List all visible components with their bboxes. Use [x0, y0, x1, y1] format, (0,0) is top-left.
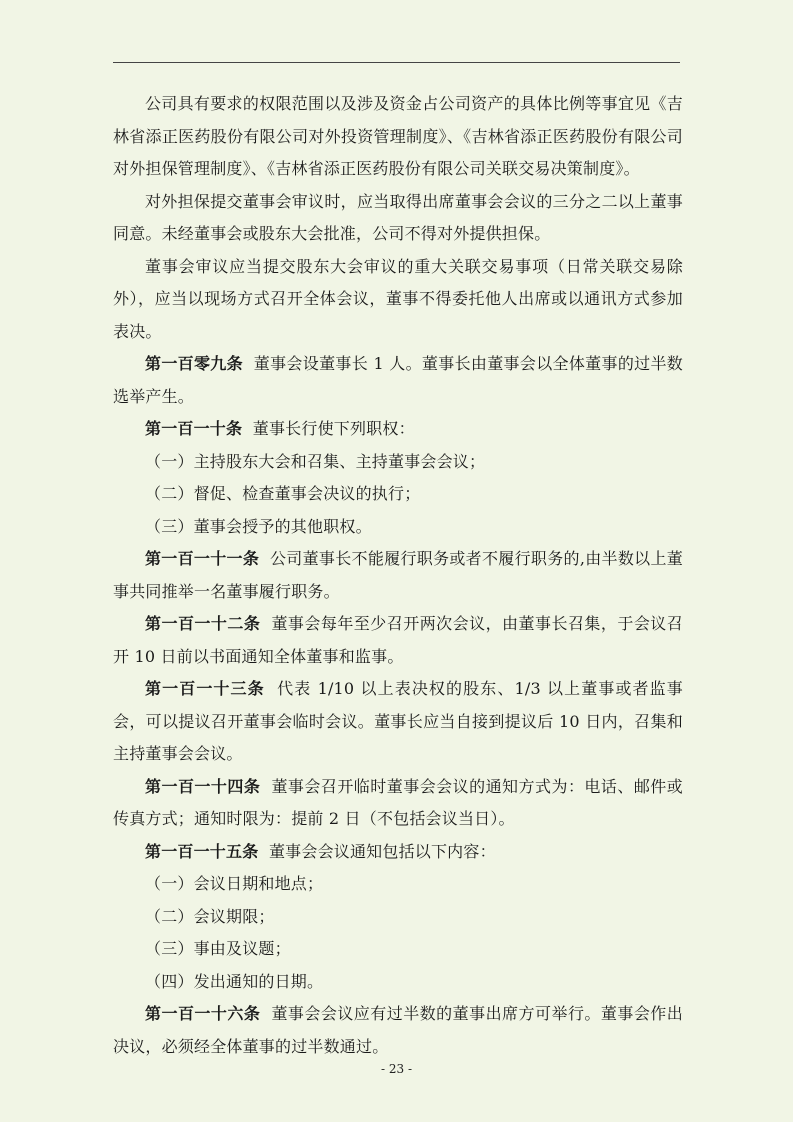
paragraph — [113, 88, 683, 186]
list-item — [113, 868, 683, 901]
list-item — [113, 478, 683, 511]
article-text: 董事会设董事长 1 人。董事长由董事会以全体董事的过半数选举产生。 — [113, 354, 683, 406]
article-title: 第一百一十六条 — [145, 1004, 261, 1023]
list-item — [113, 901, 683, 934]
article-114 — [113, 771, 683, 836]
list-item-text: （二）会议期限； — [145, 906, 275, 926]
article-title: 第一百零九条 — [145, 354, 243, 373]
list-item — [113, 966, 683, 999]
paragraph-text: 对外担保提交董事会审议时，应当取得出席董事会会议的三分之二以上董事同意。未经董事会或股东大会批准，公司不得对外提供担保。 — [113, 191, 683, 243]
paragraph-text: 公司具有要求的权限范围以及涉及资金占公司资产的具体比例等事宜见《吉林省添正医药股份有限公司对外投资管理制度》、《吉林省添正医药股份有限公司对外担保管理制度》、《吉林省添正医药股份有限公司关联交易决策制度》。 — [113, 94, 683, 178]
article-text: 代表 1/10 以上表决权的股东、1/3 以上董事或者监事会，可以提议召开董事会临时会议。董事长应当自接到提议后 10 日内，召集和主持董事会会议。 — [113, 679, 683, 763]
article-title: 第一百一十四条 — [145, 776, 261, 796]
paragraph — [113, 186, 683, 251]
article-title: 第一百一十一条 — [145, 549, 260, 568]
header-rule — [113, 62, 680, 63]
article-title: 第一百一十三条 — [145, 679, 265, 698]
paragraph — [113, 251, 683, 349]
article-text: 公司董事长不能履行职务或者不履行职务的,由半数以上董事共同推举一名董事履行职务。 — [113, 549, 683, 601]
article-116 — [113, 998, 683, 1063]
page-number: - 23 - — [380, 1062, 412, 1076]
article-title: 第一百一十条 — [145, 419, 243, 438]
list-item — [113, 446, 683, 479]
document-body — [113, 88, 683, 1063]
article-text: 董事会每年至少召开两次会议，由董事长召集，于会议召开 10 日前以书面通知全体董事和监事。 — [113, 614, 683, 666]
article-109 — [113, 348, 683, 413]
list-item — [113, 511, 683, 544]
list-item-text: （二）督促、检查董事会决议的执行； — [145, 484, 421, 503]
article-title: 第一百一十二条 — [145, 614, 261, 633]
article-111 — [113, 543, 683, 608]
article-113 — [113, 673, 683, 771]
article-title: 第一百一十五条 — [145, 841, 259, 861]
article-text: 董事会会议通知包括以下内容： — [268, 841, 496, 861]
article-text: 董事长行使下列职权： — [252, 419, 415, 438]
article-text: 董事会召开临时董事会会议的通知方式为：电话、邮件或传真方式；通知时限为：提前 2 日（不包括会议当日）。 — [113, 776, 683, 828]
list-item-text: （三）事由及议题； — [145, 939, 291, 958]
list-item-text: （一）会议日期和地点； — [145, 874, 324, 893]
list-item — [113, 933, 683, 966]
article-text: 董事会会议应有过半数的董事出席方可举行。董事会作出决议，必须经全体董事的过半数通过。 — [113, 1004, 683, 1056]
paragraph-text: 董事会审议应当提交股东大会审议的重大关联交易事项（日常关联交易除外），应当以现场方式召开全体会议，董事不得委托他人出席或以通讯方式参加表决。 — [113, 256, 683, 341]
article-110 — [113, 413, 683, 446]
list-item-text: （四）发出通知的日期。 — [145, 971, 324, 991]
article-112 — [113, 608, 683, 673]
article-115 — [113, 836, 683, 869]
list-item-text: （一）主持股东大会和召集、主持董事会会议； — [145, 451, 486, 471]
list-item-text: （三）董事会授予的其他职权。 — [145, 516, 372, 536]
